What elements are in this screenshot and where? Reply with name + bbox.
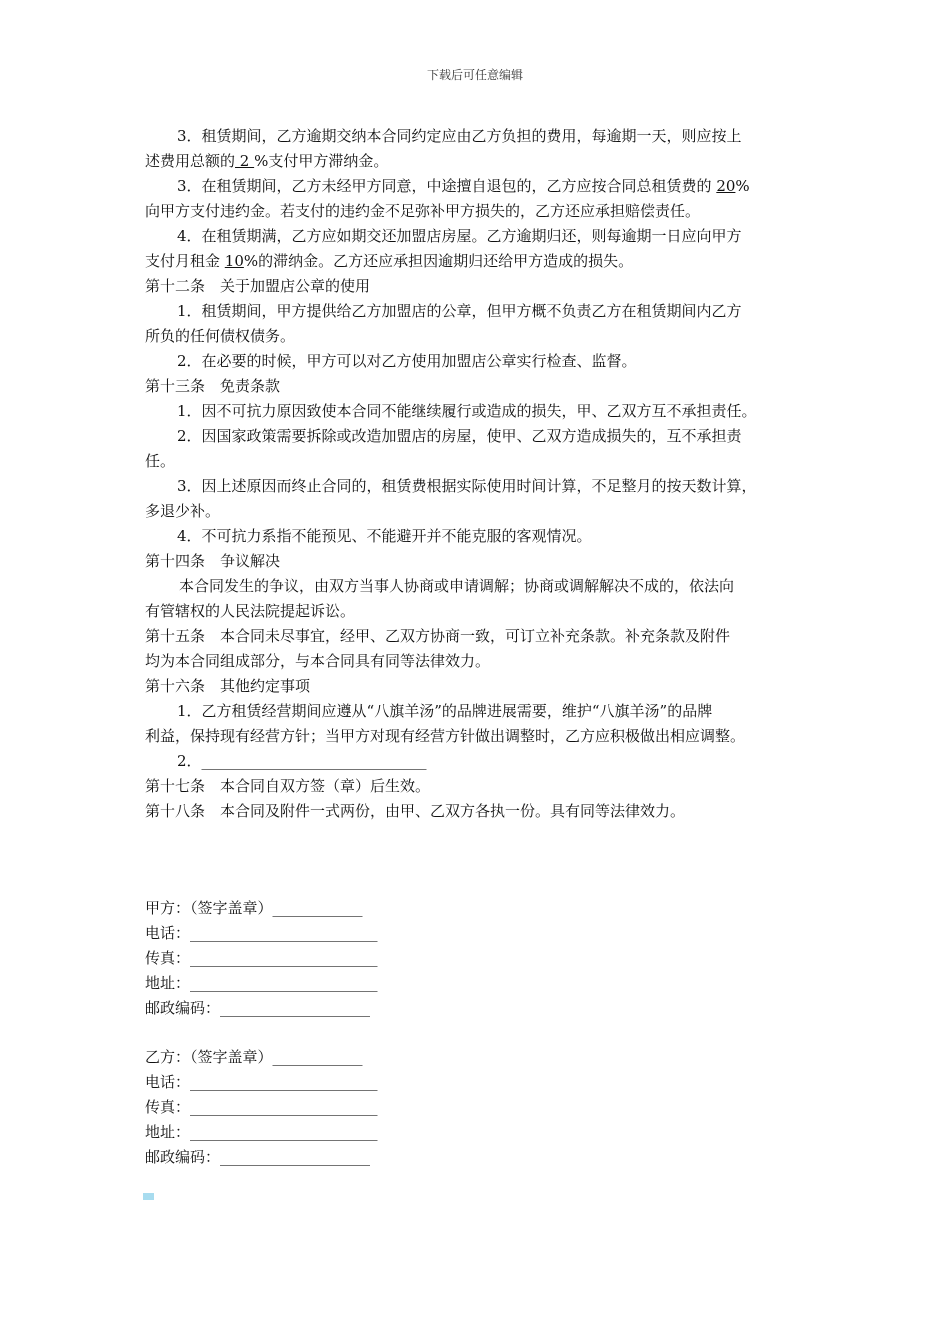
article-13-item-3-cont: 多退少补。 — [145, 502, 221, 520]
contract-body — [145, 124, 820, 824]
party-a-address-field[interactable]: 地址：_________________________ — [145, 974, 378, 992]
page-header: 下载后可任意编辑 — [426, 68, 523, 82]
article-13-item-3: 3．因上述原因而终止合同的，租赁费根据实际使用时间计算，不足整月的按天数计算， — [177, 477, 757, 495]
article-14-text-cont: 有管辖权的人民法院提起诉讼。 — [145, 602, 356, 620]
article-13-heading: 第十三条 免责条款 — [145, 377, 281, 395]
article-12-heading: 第十二条 关于加盟店公章的使用 — [145, 277, 371, 295]
paragraph-early-exit-cont: 向甲方支付违约金。若支付的违约金不足弥补甲方损失的，乙方还应承担赔偿责任。 — [145, 202, 701, 220]
article-13-item-4: 4．不可抗力系指不能预见、不能避开并不能克服的客观情况。 — [177, 527, 592, 545]
article-12-item-1-cont: 所负的任何债权债务。 — [145, 327, 296, 345]
party-b-postcode-field[interactable]: 邮政编码：____________________ — [145, 1148, 371, 1166]
text-line: % — [735, 177, 750, 195]
article-17-text: 第十七条 本合同自双方签（章）后生效。 — [145, 777, 431, 795]
paragraph-early-exit — [145, 174, 820, 199]
article-15-text-cont: 均为本合同组成部分，与本合同具有同等法律效力。 — [145, 652, 491, 670]
article-14-heading: 第十四条 争议解决 — [145, 552, 281, 570]
paragraph-return-house: 4．在租赁期满，乙方应如期交还加盟店房屋。乙方逾期归还，则每逾期一日应向甲方 — [177, 227, 742, 245]
article-12-item-1: 1．租赁期间，甲方提供给乙方加盟店的公章，但甲方概不负责乙方在租赁期间内乙方 — [177, 302, 742, 320]
paragraph-late-fee-cont — [145, 149, 820, 174]
text-line: 述费用总额的 — [145, 152, 236, 170]
article-14-text: 本合同发生的争议，由双方当事人协商或申请调解；协商或调解解决不成的，依法向 — [179, 577, 735, 595]
text-line: %支付甲方滞纳金。 — [254, 152, 389, 170]
text-line: %的滞纳金。乙方还应承担因逾期归还给甲方造成的损失。 — [243, 252, 634, 270]
penalty-rate: 20 — [716, 177, 736, 195]
late-fee-rate: 2 — [235, 152, 255, 170]
article-16-item-2-blank[interactable]: 2．______________________________ — [177, 752, 427, 770]
overdue-rate: 10 — [224, 252, 244, 270]
article-16-heading: 第十六条 其他约定事项 — [145, 677, 311, 695]
party-a-fax-field[interactable]: 传真：_________________________ — [145, 949, 378, 967]
text-line: 支付月租金 — [145, 252, 225, 270]
signature-block-party-a — [145, 896, 545, 1021]
article-15-text: 第十五条 本合同未尽事宜，经甲、乙双方协商一致，可订立补充条款。补充条款及附件 — [145, 627, 731, 645]
party-a-postcode-field[interactable]: 邮政编码：____________________ — [145, 999, 371, 1017]
party-a-phone-field[interactable]: 电话：_________________________ — [145, 924, 378, 942]
article-16-item-1: 1．乙方租赁经营期间应遵从“八旗羊汤”的品牌进展需要，维护“八旗羊汤”的品牌 — [177, 702, 713, 720]
text-line: 3．在租赁期间，乙方未经甲方同意，中途擅自退包的，乙方应按合同总租赁费的 — [177, 177, 717, 195]
signature-block-party-b — [145, 1045, 545, 1170]
article-16-item-1-cont: 利益，保持现有经营方针；当甲方对现有经营方针做出调整时，乙方应积极做出相应调整。 — [145, 727, 746, 745]
article-18-text: 第十八条 本合同及附件一式两份，由甲、乙双方各执一份。具有同等法律效力。 — [145, 802, 686, 820]
party-b-signature-field[interactable]: 乙方：（签字盖章）____________ — [145, 1048, 363, 1066]
article-12-item-2: 2．在必要的时候，甲方可以对乙方使用加盟店公章实行检查、监督。 — [177, 352, 637, 370]
paragraph-late-fee — [145, 124, 820, 149]
article-13-item-2: 2．因国家政策需要拆除或改造加盟店的房屋，使甲、乙双方造成损失的，互不承担责 — [177, 427, 742, 445]
text-line: 3．租赁期间，乙方逾期交纳本合同约定应由乙方负担的费用，每逾期一天，则应按上 — [177, 127, 742, 145]
party-a-signature-field[interactable]: 甲方：（签字盖章）____________ — [145, 899, 363, 917]
paragraph-return-house-cont — [145, 249, 820, 274]
party-b-fax-field[interactable]: 传真：_________________________ — [145, 1098, 378, 1116]
article-13-item-2-cont: 任。 — [145, 452, 176, 470]
article-13-item-1: 1．因不可抗力原因致使本合同不能继续履行或造成的损失，甲、乙双方互不承担责任。 — [177, 402, 757, 420]
party-b-address-field[interactable]: 地址：_________________________ — [145, 1123, 378, 1141]
text-cursor-marker — [143, 1193, 154, 1200]
party-b-phone-field[interactable]: 电话：_________________________ — [145, 1073, 378, 1091]
